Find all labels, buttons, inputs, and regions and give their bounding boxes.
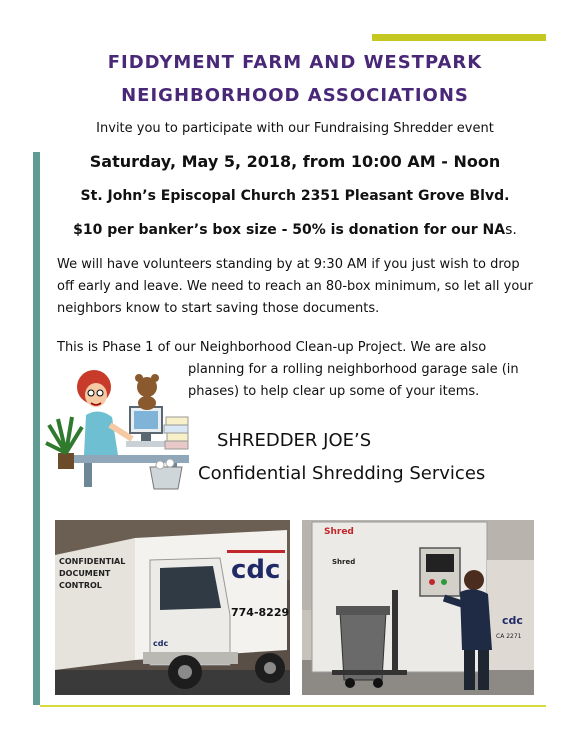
truck-logo-left: cdc — [231, 555, 281, 585]
truck-side-text-1: CONFIDENTIAL — [59, 557, 126, 566]
top-accent-rule — [372, 34, 546, 41]
volunteer-paragraph: We will have volunteers standing by at 9:30 AM if you just wish to drop off early and leave. We need to reach an 80-box minimum, so let all your neighbors know to start saving those documents. — [57, 257, 533, 316]
shred-label-top: Shred — [324, 527, 354, 537]
truck-door-logo: cdc — [153, 639, 169, 648]
bottom-accent-rule — [40, 705, 546, 707]
price-bold: NA — [482, 222, 506, 238]
phase-paragraph-first: This is Phase 1 of our Neighborhood Clean-up Project. We are also — [57, 340, 487, 355]
event-date: Saturday, May 5, 2018, from 10:00 AM - Noon — [89, 152, 501, 171]
header-title-line1: FIDDYMENT FARM AND WESTPARK — [107, 52, 483, 73]
truck-unit-code: CA 2271 — [496, 633, 522, 640]
truck-logo-right: cdc — [502, 614, 523, 627]
event-price — [50, 222, 540, 238]
shred-label-panel: Shred — [332, 558, 356, 566]
shredder-photo-right — [302, 520, 534, 695]
price-suffix: s. — [505, 222, 517, 238]
truck-side-text-2: DOCUMENT — [59, 569, 111, 578]
event-invite: Invite you to participate with our Fundraising Shredder event — [96, 121, 494, 136]
company-name: SHREDDER JOE’S — [217, 430, 372, 451]
phase-paragraph-rest: planning for a rolling neighborhood garage sale (in phases) to help clear up some of your items. — [188, 362, 519, 399]
price-prefix: $10 per banker’s box size - 50% is donation for our — [73, 222, 483, 238]
company-tagline: Confidential Shredding Services — [198, 463, 486, 484]
header-title-line2: NEIGHBORHOOD ASSOCIATIONS — [121, 85, 469, 106]
truck-phone: 774-8229 — [231, 606, 290, 619]
truck-photo-left — [55, 520, 290, 695]
left-accent-bar — [33, 152, 40, 705]
office-worker-clipart — [44, 355, 194, 493]
event-location: St. John’s Episcopal Church 2351 Pleasant Grove Blvd. — [80, 188, 510, 204]
truck-side-text-3: CONTROL — [59, 581, 102, 590]
